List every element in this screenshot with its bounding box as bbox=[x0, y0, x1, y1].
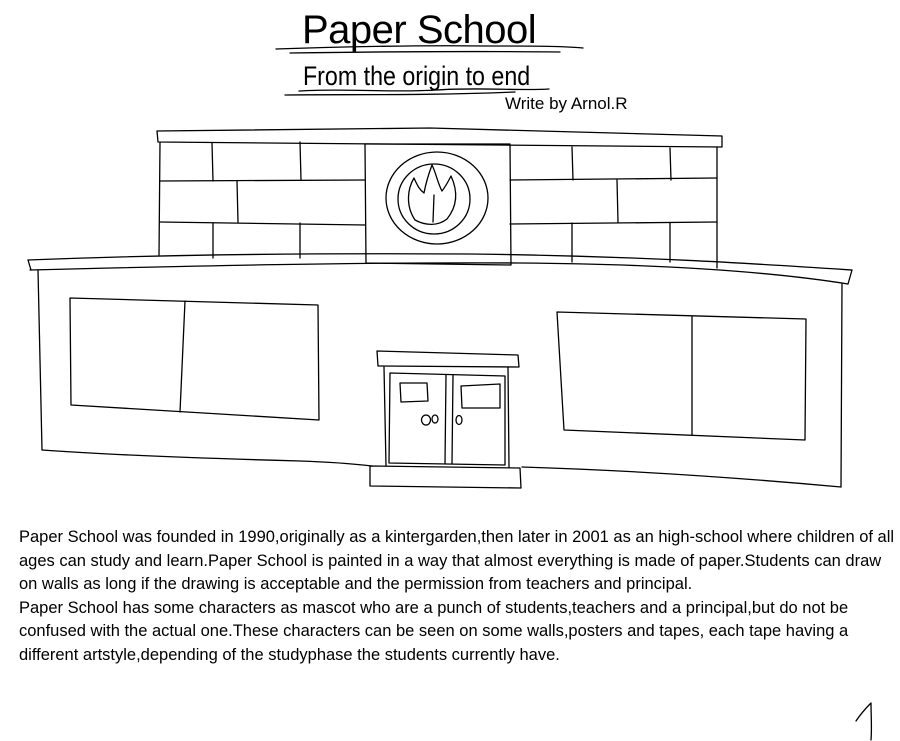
left-window bbox=[70, 298, 319, 420]
title-underlines bbox=[276, 46, 583, 95]
school-description bbox=[19, 526, 899, 668]
description-paragraph-1: Paper School was founded in 1990,originally as a kintergarden,then later in 2001 as an high-school where children of all ages can study and learn.Paper School is painted in a way that almost everything is made of paper.Students can draw on walls as long if the drawing is acceptable and the permission from teachers and principal. bbox=[19, 528, 895, 594]
emblem-panel bbox=[365, 144, 511, 265]
upper-block bbox=[157, 128, 722, 268]
page-subtitle: From the origin to end bbox=[303, 61, 531, 91]
description-paragraph-2: Paper School has some characters as mascot who are a punch of students,teachers and a principal,but do not be confused with the actual one.These characters can be seen on some walls,posters and tapes, each tape having a different artstyle,depending of the studyphase the students currently have. bbox=[19, 598, 849, 664]
right-window bbox=[557, 312, 806, 440]
author-credit: Write by Arnol.R bbox=[505, 94, 628, 113]
page-title: Paper School bbox=[302, 8, 537, 52]
page-number-glyph bbox=[856, 703, 871, 740]
lower-building bbox=[28, 254, 852, 487]
entrance bbox=[370, 351, 521, 488]
